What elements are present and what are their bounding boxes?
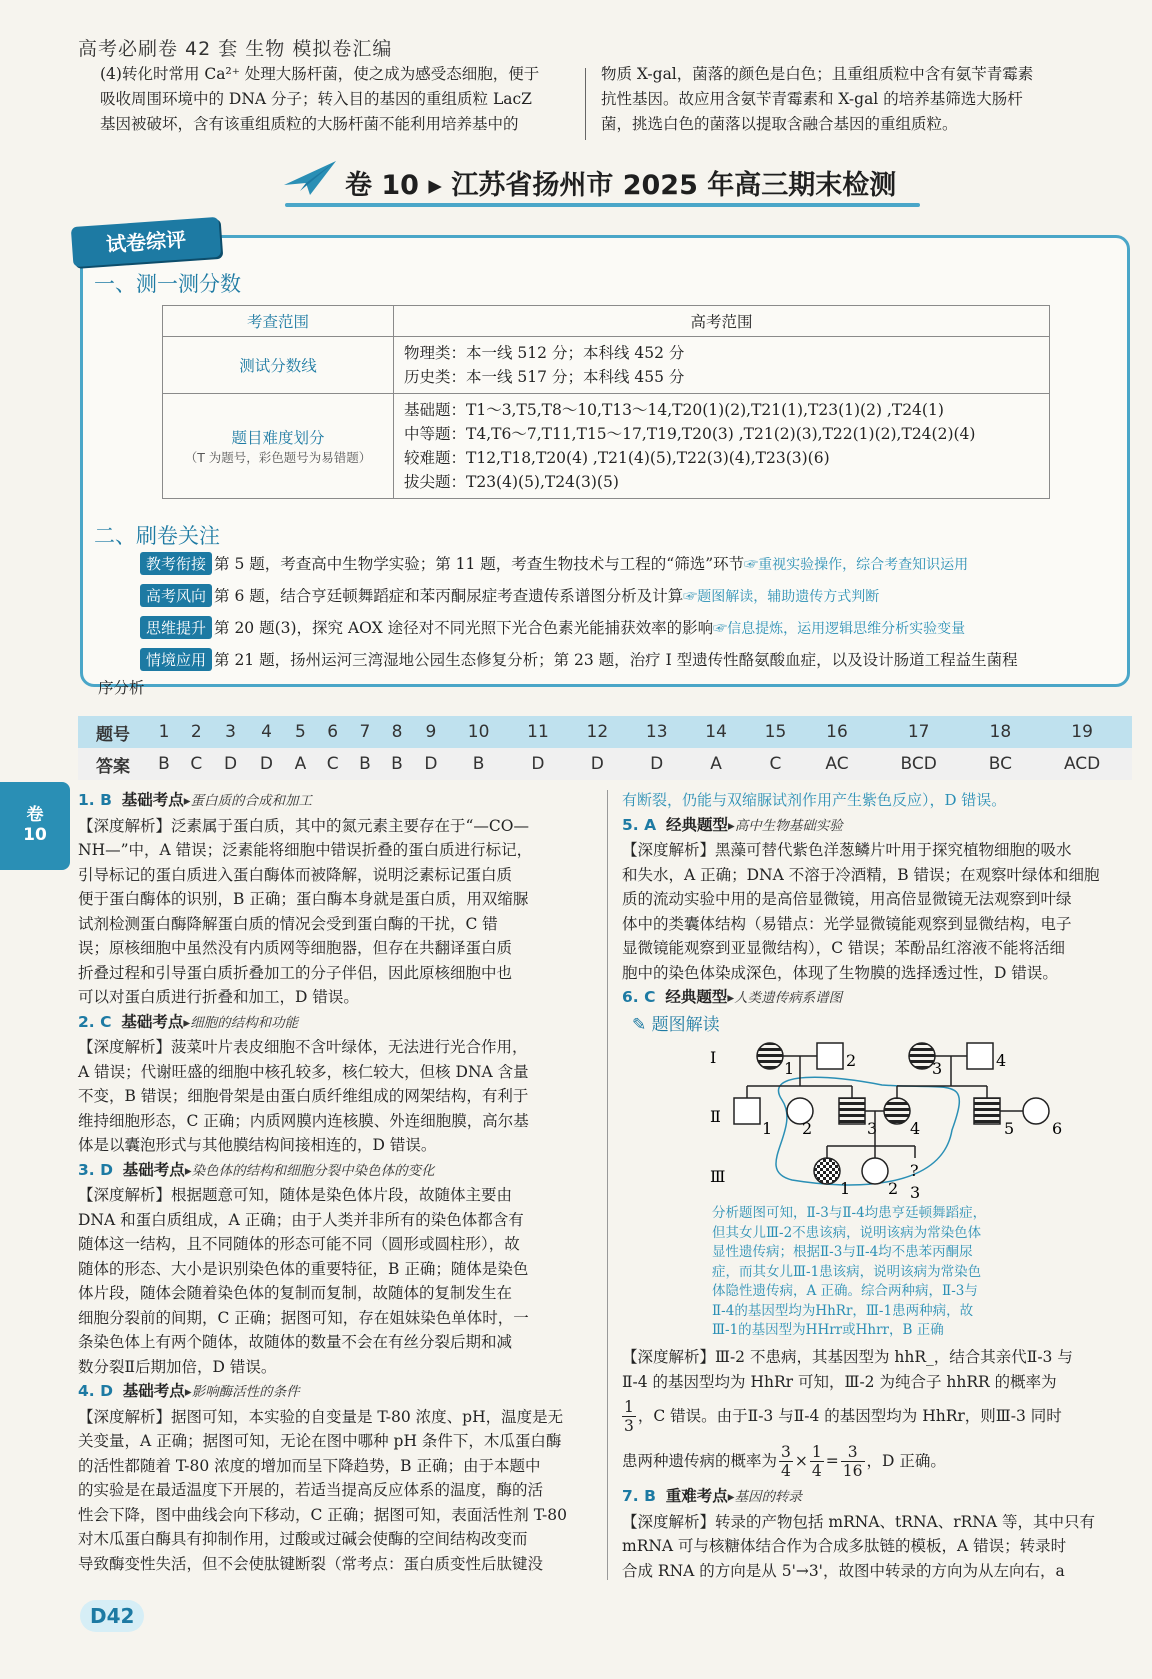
- text-line: [622, 1394, 1142, 1438]
- focus-item: [140, 552, 968, 575]
- figure-reading-label: 题图解读: [651, 1015, 720, 1035]
- text-line: (4)转化时常用 Ca²⁺ 处理大肠杆菌，使之成为感受态细胞，便于: [100, 65, 540, 83]
- text-line: DNA 和蛋白质组成，A 正确；由于人类并非所有的染色体都含有: [78, 1210, 524, 1229]
- analysis-line: 症，而其女儿Ⅲ-1患该病，说明该病为常染色: [712, 1263, 982, 1280]
- individual-number: 5: [1004, 1119, 1015, 1138]
- fraction-denominator: 16: [842, 1461, 863, 1480]
- text-line: 关变量，A 正确；据图可知，无论在图中哪种 pH 条件下，木瓜蛋白酶: [78, 1432, 562, 1450]
- table-row: [163, 337, 1050, 394]
- analysis-line: 但其女儿Ⅲ-2不患该病，说明该病为常染色体: [712, 1224, 982, 1241]
- fraction-denominator: 4: [811, 1461, 822, 1480]
- answer-cell: ACD: [1032, 748, 1132, 780]
- difficulty-label: 题目难度划分: [231, 429, 325, 447]
- answer-cell: B: [449, 748, 508, 780]
- paper-side-tab: [0, 782, 70, 870]
- text-line: 的活性都随着 T-80 浓度的增加而呈下降趋势，B 正确；由于本题中: [78, 1456, 541, 1475]
- text-line: 物质 X-gal，菌落的颜色是白色；且重组质粒中含有氨苄青霉素: [601, 65, 1034, 83]
- kp-topic: ▸染色体的结构和细胞分裂中染色体的变化: [184, 1162, 435, 1179]
- column-divider: [607, 790, 608, 1580]
- difficulty-basic: 基础题：T1～3,T5,T8～10,T13～14,T20(1)(2),T21(1),T23(1)(2) ,T24(1): [404, 401, 944, 419]
- right-column-lower: [622, 1345, 1142, 1583]
- unknown-individual: ?: [910, 1161, 919, 1180]
- pedigree-male-affected: [839, 1098, 865, 1124]
- question-number-cell: 13: [627, 716, 686, 748]
- focus-item: [140, 648, 1018, 671]
- focus-badge: 情境应用: [140, 648, 212, 671]
- kp-topic: ▸细胞的结构和功能: [183, 1014, 299, 1031]
- text-line: 【深度解析】泛素属于蛋白质，其中的氮元素主要存在于“—CO—: [78, 816, 529, 835]
- analysis-line: 体隐性遗传病，A 正确。综合两种病，Ⅱ-3与: [712, 1283, 978, 1299]
- question-number-cell: 10: [449, 716, 508, 748]
- kp-topic: ▸蛋白质的合成和加工: [183, 793, 313, 809]
- text-line: 显微镜能观察到亚显微结构），C 错误；苯酚品红溶液不能将活细: [622, 939, 1066, 957]
- fraction-numerator: 1: [811, 1442, 822, 1461]
- text-line: A 错误；代谢旺盛的细胞中核孔较多，核仁较大，但核 DNA 含量: [78, 1062, 529, 1081]
- text-line: 【深度解析】据图可知，本实验的自变量是 T-80 浓度、pH，温度是无: [78, 1407, 564, 1426]
- right-column-upper: [622, 788, 1142, 1011]
- kp-label: 基础考点: [121, 791, 184, 809]
- generation-label: Ⅰ: [710, 1048, 717, 1067]
- operator: =: [825, 1451, 839, 1470]
- answer-cell: B: [349, 748, 381, 780]
- question-number-cell: 18: [968, 716, 1032, 748]
- pedigree-diagram: [622, 1030, 1092, 1205]
- kp-topic: ▸高中生物基础实验: [727, 817, 843, 834]
- question-number-cell: 1: [148, 716, 180, 748]
- operator: ×: [794, 1451, 808, 1470]
- individual-number: 1: [840, 1179, 851, 1198]
- answer-cell: D: [249, 748, 285, 780]
- question-heading: [78, 1379, 598, 1405]
- question-number-cell: 7: [349, 716, 381, 748]
- review-tag: 试卷综评: [71, 217, 221, 267]
- answer-cell: AC: [805, 748, 869, 780]
- text-span: ，D 正确。: [866, 1451, 946, 1470]
- kp-label: 经典题型: [665, 815, 728, 834]
- text-line: 维持细胞形态，C 正确；内质网膜内连核膜、外连细胞膜，高尔基: [78, 1111, 529, 1130]
- text-line: 便于蛋白酶体的识别，B 正确；蛋白酶本身就是蛋白质，用双缩脲: [78, 890, 529, 908]
- question-heading: [78, 1010, 598, 1036]
- text-line: [622, 1438, 1142, 1484]
- analysis-line: Ⅲ-1的基因型为HHrr或Hhrr，B 正确: [712, 1322, 944, 1338]
- difficulty-medium: 中等题：T4,T6～7,T11,T15～17,T19,T20(3) ,T21(2)(3),T22(1)(2),T24(2)(4): [404, 425, 976, 443]
- text-line: 菌，挑选白色的菌落以提取含融合基因的重组质粒。: [601, 115, 958, 133]
- answer-cell: BC: [968, 748, 1032, 780]
- text-line: 抗性基因。故应用含氨苄青霉素和 X-gal 的培养基筛选大肠杆: [601, 90, 1023, 108]
- focus-tail: 序分析: [98, 679, 145, 697]
- difficulty-note: （T 为题号，彩色题号为易错题）: [184, 450, 372, 465]
- focus-text: 第 5 题，考查高中生物学实验；第 11 题，考查生物技术与工程的“筛选”环节: [214, 555, 745, 573]
- individual-number: 2: [846, 1051, 857, 1070]
- focus-badge: 教考衔接: [140, 552, 212, 575]
- individual-number: 3: [910, 1183, 921, 1202]
- text-line: 条染色体上有两个随体，故随体的数量不会在有丝分裂后期和减: [78, 1333, 513, 1351]
- answer-cell: D: [413, 748, 449, 780]
- pedigree-female-affected: [757, 1043, 783, 1069]
- generation-label: Ⅲ: [710, 1167, 726, 1186]
- question-heading: [622, 813, 1142, 839]
- text-line: 质的流动实验中用的是高倍显微镜，用高倍显微镜无法观察到叶绿: [622, 890, 1072, 908]
- answer-row: [78, 748, 1132, 780]
- kp-label: 基础考点: [121, 1012, 184, 1031]
- difficulty-hard: 较难题：T12,T18,T20(4) ,T21(4)(5),T22(3)(4),T23(3)(6): [404, 449, 830, 467]
- text-line: 体中的类囊体结构（易错点：光学显微镜能观察到显微结构，电子: [622, 914, 1072, 933]
- question-heading: [622, 985, 1142, 1011]
- individual-number: 1: [784, 1059, 795, 1078]
- scope-value: 高考范围: [394, 306, 1050, 337]
- section-focus-heading: 二、刷卷关注: [94, 524, 220, 548]
- text-span: ，C 错误。由于Ⅱ-3 与Ⅱ-4 的基因型均为 HhRr，则Ⅲ-3 同时: [637, 1406, 1062, 1425]
- answer-cell: D: [568, 748, 627, 780]
- kp-label: 经典题型: [665, 988, 728, 1006]
- text-line: 【深度解析】转录的产物包括 mRNA、tRNA、rRNA 等，其中只有: [622, 1512, 1095, 1531]
- text-line: 胞中的染色体染成深色，体现了生物膜的选择透过性，D 错误。: [622, 963, 1058, 982]
- question-number: 5. A: [622, 815, 657, 834]
- text-line: 随体这一结构，且不同随体的形态可能不同（圆形或圆柱形），故: [78, 1235, 520, 1253]
- pedigree-male: [734, 1098, 760, 1124]
- kp-topic: ▸影响酶活性的条件: [184, 1384, 300, 1400]
- focus-text: 第 6 题，结合亨廷顿舞蹈症和苯丙酮尿症考查遗传系谱图分析及计算: [214, 587, 684, 605]
- figure-reading-title: ✎ 题图解读: [632, 1015, 720, 1035]
- pedigree-male-affected: [974, 1098, 1000, 1124]
- text-line: 对木瓜蛋白酶具有抑制作用，过酸或过碱会使酶的空间结构改变而: [78, 1530, 528, 1548]
- paper-plane-icon: [280, 155, 340, 199]
- fraction-numerator: 3: [847, 1442, 858, 1461]
- text-line: 【深度解析】黑藻可替代紫色洋葱鳞片叶用于探究植物细胞的吸水: [622, 841, 1072, 859]
- question-number-cell: 16: [805, 716, 869, 748]
- scope-label: 考查范围: [163, 306, 394, 337]
- info-table: [162, 305, 1050, 499]
- answer-label: 答案: [78, 748, 148, 780]
- generation-label: Ⅱ: [710, 1107, 721, 1126]
- answer-cell: D: [213, 748, 249, 780]
- kp-label: 基础考点: [122, 1160, 185, 1179]
- answer-cell: C: [746, 748, 805, 780]
- question-heading: [78, 1158, 598, 1184]
- text-span: 患两种遗传病的概率为: [622, 1451, 778, 1470]
- individual-number: 2: [888, 1179, 899, 1198]
- table-row: [163, 306, 1050, 337]
- focus-item: [140, 616, 965, 639]
- paper-title: 卷 10 ▸ 江苏省扬州市 2025 年高三期末检测: [345, 170, 897, 201]
- question-number-cell: 17: [869, 716, 969, 748]
- answer-cell: B: [381, 748, 413, 780]
- text-line: 和失水，A 正确；DNA 不溶于冷酒精，B 错误；在观察叶绿体和细胞: [622, 865, 1100, 884]
- question-heading: [622, 1484, 1142, 1510]
- score-physics: 物理类：本一线 512 分；本科线 452 分: [404, 344, 685, 362]
- text-line: 折叠过程和引导蛋白质折叠加工的分子伴侣，因此原核细胞中也: [78, 963, 513, 982]
- running-header: 高考必刷卷 42 套 生物 模拟卷汇编: [78, 38, 393, 60]
- text-line: NH—”中，A 错误；泛素能将细胞中错误折叠的蛋白质进行标记，: [78, 841, 533, 859]
- text-line: 随体的形态、大小是识别染色体的重要特征，B 正确；随体是染色: [78, 1259, 529, 1278]
- focus-note: ☞题图解读，辅助遗传方式判断: [683, 589, 880, 605]
- analysis-line: Ⅱ-4的基因型均为HhRr，Ⅲ-1患两种病，故: [712, 1302, 974, 1319]
- answer-cell: D: [508, 748, 567, 780]
- question-number: 6. C: [622, 988, 656, 1006]
- focus-note: ☞信息提炼，运用逻辑思维分析实验变量: [713, 621, 966, 637]
- top-right-text: [601, 62, 1071, 137]
- answer-cell: C: [180, 748, 213, 780]
- analysis-line: 显性遗传病；根据Ⅱ-3与Ⅱ-4均不患苯丙酮尿: [712, 1244, 973, 1260]
- fraction: [622, 1398, 636, 1435]
- score-label: 测试分数线: [163, 337, 394, 394]
- answer-cell: D: [627, 748, 686, 780]
- question-heading: [78, 788, 598, 814]
- answer-cell: A: [284, 748, 316, 780]
- score-history: 历史类：本一线 517 分；本科线 455 分: [404, 368, 685, 386]
- pedigree-female: [1023, 1098, 1049, 1124]
- individual-number: 2: [802, 1119, 813, 1138]
- question-number-label: 题号: [78, 716, 148, 748]
- question-number-cell: 19: [1032, 716, 1132, 748]
- kp-label: 基础考点: [122, 1382, 185, 1400]
- question-number: 2. C: [78, 1012, 112, 1031]
- question-number-cell: 11: [508, 716, 567, 748]
- side-tab-number: 10: [23, 825, 47, 845]
- focus-badge: 高考风向: [140, 584, 212, 607]
- text-line: 体是以囊泡形式与其他膜结构间接相连的，D 错误。: [78, 1136, 437, 1154]
- analysis-line: 分析题图可知，Ⅱ-3与Ⅱ-4均患亨廷顿舞蹈症，: [712, 1205, 987, 1221]
- text-line: 【深度解析】Ⅲ-2 不患病，其基因型为 hhR_，结合其亲代Ⅱ-3 与: [622, 1348, 1073, 1366]
- text-line: 合成 RNA 的方向是从 5'→3'，故图中转录的方向为从左向右，a: [622, 1561, 1065, 1580]
- answer-cell: C: [316, 748, 349, 780]
- text-line: 误；原核细胞中虽然没有内质网等细胞器，但存在共翻译蛋白质: [78, 939, 513, 957]
- question-number-cell: 8: [381, 716, 413, 748]
- fraction: [779, 1443, 793, 1480]
- kp-topic: ▸基因的转录: [727, 1489, 803, 1505]
- question-number: 4. D: [78, 1382, 113, 1400]
- individual-number: 1: [762, 1119, 773, 1138]
- question-number: 3. D: [78, 1160, 113, 1179]
- text-line: 的实验是在最适温度下开展的，若适当提高反应体系的温度，酶的活: [78, 1481, 544, 1499]
- focus-note: ☞重视实验操作，综合考查知识运用: [744, 557, 969, 573]
- individual-number: 4: [910, 1119, 921, 1138]
- pedigree-female: [862, 1158, 888, 1184]
- text-line: 有断裂，仍能与双缩脲试剂作用产生紫色反应），D 错误。: [622, 791, 1007, 809]
- answer-table: [78, 716, 1132, 780]
- answer-cell: BCD: [869, 748, 969, 780]
- text-line: 性会下降，图中曲线会向下移动，C 正确；据图可知，表面活性剂 T-80: [78, 1505, 568, 1524]
- question-number: 7. B: [622, 1487, 656, 1505]
- question-number-cell: 5: [284, 716, 316, 748]
- answer-cell: A: [686, 748, 745, 780]
- difficulty-label-cell: [163, 394, 394, 499]
- text-line: 引导标记的蛋白质进入蛋白酶体而被降解，说明泛素标记蛋白质: [78, 865, 513, 884]
- text-line: 体片段，随体会随着染色体的复制而复制，故随体的复制发生在: [78, 1284, 513, 1302]
- text-line: 【深度解析】菠菜叶片表皮细胞不含叶绿体，无法进行光合作用，: [78, 1038, 528, 1056]
- text-line: mRNA 可与核糖体结合作为合成多肽链的模板，A 错误；转录时: [622, 1537, 1067, 1555]
- text-line: 导致酶变性失活，但不会使肽键断裂（常考点：蛋白质变性后肽键没: [78, 1554, 544, 1573]
- individual-number: 3: [932, 1059, 943, 1078]
- question-number-cell: 3: [213, 716, 249, 748]
- individual-number: 6: [1052, 1119, 1063, 1138]
- text-line: 数分裂Ⅱ后期加倍，D 错误。: [78, 1357, 277, 1376]
- text-line: 试剂检测蛋白酶降解蛋白质的情况会受到蛋白酶的干扰，C 错: [78, 914, 498, 933]
- question-number-cell: 9: [413, 716, 449, 748]
- question-number-cell: 6: [316, 716, 349, 748]
- pedigree-female-affected: [884, 1098, 910, 1124]
- fraction-denominator: 3: [624, 1416, 634, 1435]
- focus-badge: 思维提升: [140, 616, 212, 639]
- fraction-numerator: 1: [624, 1397, 634, 1416]
- question-number-cell: 12: [568, 716, 627, 748]
- focus-item: [140, 584, 879, 607]
- text-line: 吸收周围环境中的 DNA 分子；转入目的基因的重组质粒 LacZ: [100, 90, 532, 108]
- question-number-row: [78, 716, 1132, 748]
- individual-number: 3: [867, 1119, 878, 1138]
- page-number: D42: [80, 1600, 144, 1632]
- individual-number: 4: [996, 1051, 1007, 1070]
- figure-analysis: [712, 1204, 1062, 1341]
- text-line: 不变，B 错误；细胞骨架是由蛋白质纤维组成的网架结构，有利于: [78, 1087, 529, 1105]
- question-number-cell: 2: [180, 716, 213, 748]
- text-line: Ⅱ-4 的基因型均为 HhRr 可知，Ⅲ-2 为纯合子 hhRR 的概率为: [622, 1372, 1057, 1391]
- focus-text: 第 20 题(3)，探究 AOX 途径对不同光照下光合色素光能捕获效率的影响: [214, 619, 714, 637]
- pedigree-female-both-diseases: [814, 1158, 840, 1184]
- pedigree-male: [817, 1043, 843, 1069]
- focus-text: 第 21 题，扬州运河三湾湿地公园生态修复分析；第 23 题，治疗 I 型遗传性酪氨酸血症，以及设计肠道工程益生菌程: [214, 651, 1018, 669]
- column-divider: [585, 68, 586, 140]
- kp-topic: ▸人类遗传病系谱图: [727, 990, 843, 1006]
- text-line: 基因被破坏，含有该重组质粒的大肠杆菌不能利用培养基中的: [100, 115, 519, 133]
- title-underline: [285, 203, 920, 207]
- answer-cell: B: [148, 748, 180, 780]
- difficulty-top: 拔尖题：T23(4)(5),T24(3)(5): [404, 473, 619, 491]
- section-score-heading: 一、测一测分数: [94, 272, 241, 296]
- fraction-denominator: 4: [781, 1461, 791, 1480]
- side-tab-text: 卷: [26, 805, 44, 825]
- fraction: [810, 1443, 824, 1480]
- question-number-cell: 14: [686, 716, 745, 748]
- text-line: 【深度解析】根据题意可知，随体是染色体片段，故随体主要由: [78, 1186, 513, 1204]
- question-number: 1. B: [78, 791, 112, 809]
- left-column: [78, 788, 598, 1576]
- top-left-text: [100, 62, 562, 137]
- text-line: 细胞分裂前的间期，C 正确；据图可知，存在姐妹染色单体时，一: [78, 1308, 529, 1327]
- table-row: [163, 394, 1050, 499]
- kp-label: 重难考点: [665, 1487, 728, 1505]
- text-line: 可以对蛋白质进行折叠和加工，D 错误。: [78, 988, 359, 1006]
- fraction-numerator: 3: [781, 1442, 791, 1461]
- fraction: [841, 1443, 865, 1480]
- question-number-cell: 4: [249, 716, 285, 748]
- question-number-cell: 15: [746, 716, 805, 748]
- pedigree-male: [967, 1043, 993, 1069]
